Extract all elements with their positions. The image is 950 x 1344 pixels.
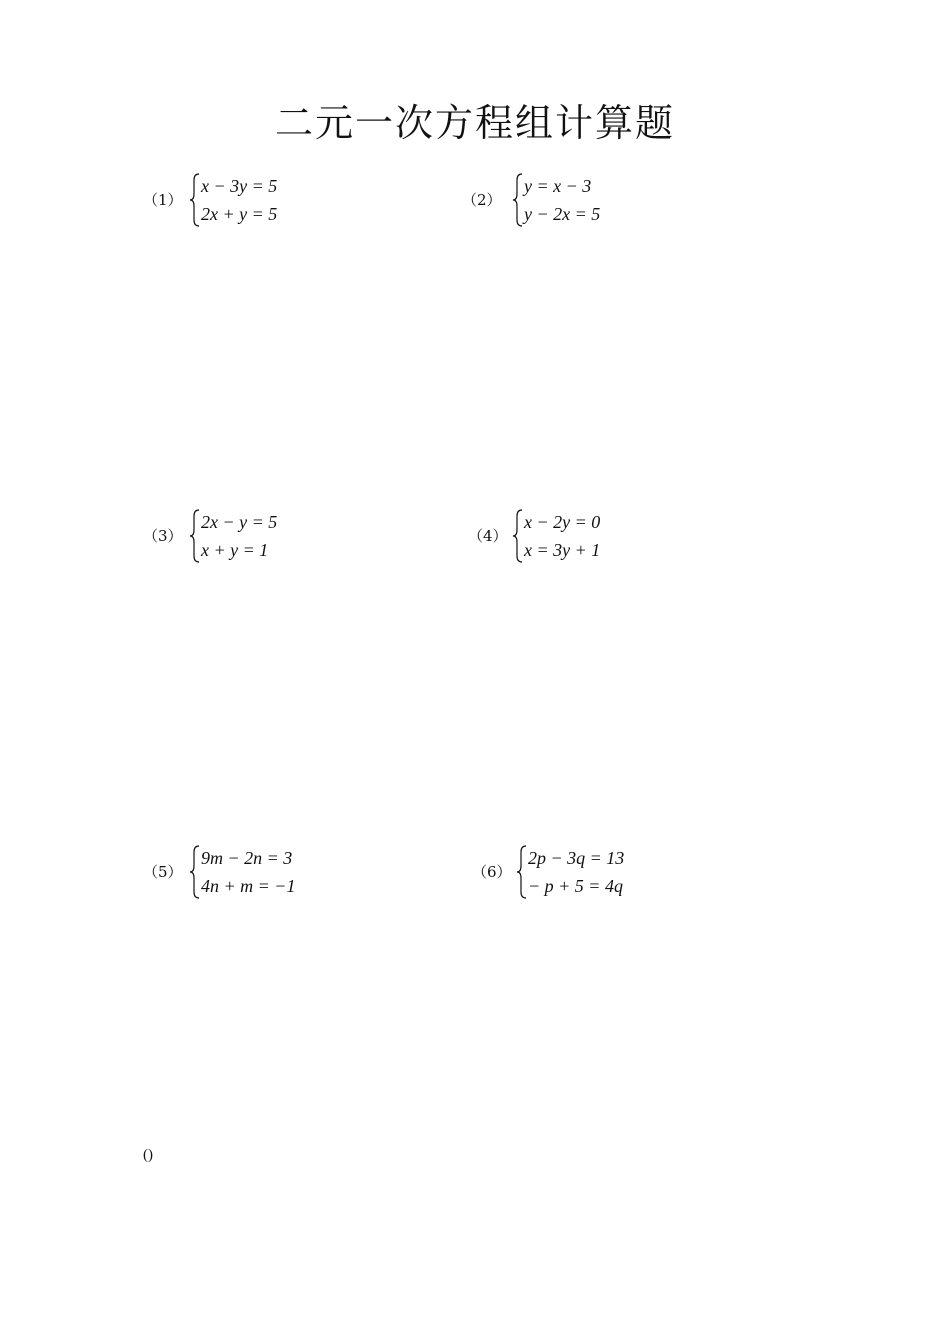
problem-number: （2） (462, 191, 502, 209)
equation-system (528, 844, 624, 900)
equation-system (524, 508, 600, 564)
equation-system (524, 172, 600, 228)
equation-system (201, 508, 277, 564)
equation-1: x − 3y = 5 (201, 176, 278, 196)
problem-number: （3） (143, 527, 183, 545)
problem-number: （6） (472, 863, 512, 881)
brace-icon (189, 508, 201, 564)
equation-1: 2x − y = 5 (201, 512, 278, 532)
footer-mark: () (143, 1147, 153, 1163)
brace-icon (512, 172, 524, 228)
equation-2: y − 2x = 5 (524, 204, 601, 224)
equation-system (201, 844, 295, 900)
problem-number: （1） (143, 191, 183, 209)
equation-1: 2p − 3q = 13 (528, 848, 625, 868)
brace-icon (512, 508, 524, 564)
equation-2: x = 3y + 1 (524, 540, 601, 560)
brace-icon (189, 172, 201, 228)
equation-2: 2x + y = 5 (201, 204, 278, 224)
equation-1: x − 2y = 0 (524, 512, 601, 532)
equation-system (201, 172, 277, 228)
problem-number: （5） (143, 863, 183, 881)
brace-icon (516, 844, 528, 900)
problem-number: （4） (468, 527, 508, 545)
equation-1: y = x − 3 (524, 176, 592, 196)
equation-2: x + y = 1 (201, 540, 269, 560)
equation-2: − p + 5 = 4q (528, 876, 623, 896)
equation-2: 4n + m = −1 (201, 876, 296, 896)
brace-icon (189, 844, 201, 900)
page-title: 二元一次方程组计算题 (274, 101, 675, 145)
equation-1: 9m − 2n = 3 (201, 848, 293, 868)
